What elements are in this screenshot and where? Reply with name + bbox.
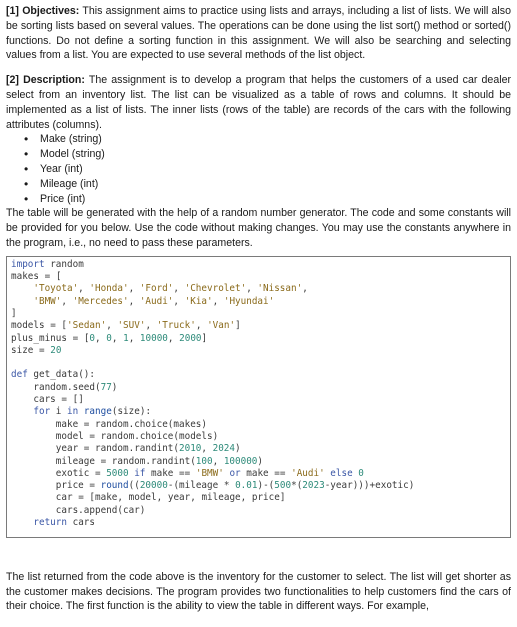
code-line: exotic = 5000 if make == 'BMW' or make == 'Audi' else 0	[55, 467, 364, 479]
code-line: model = random.choice(models)	[55, 430, 219, 442]
description-heading: [2] Description:	[6, 74, 85, 87]
attribute-item: • Price (int)	[40, 192, 511, 207]
code-line: plus_minus = [0, 0, 1, 10000, 2000]	[11, 332, 208, 344]
code-line: import random	[11, 258, 84, 270]
code-line: mileage = random.randint(100, 100000)	[55, 455, 264, 467]
description-text: The assignment is to develop a program that helps the customers of a used car dealer select from an inventory list. The list can be visualized as a table of rows and columns. It should be implemented as a list of lists. The inner lists (rows of the table) are records of the cars with the following attributes (columns).	[6, 74, 511, 131]
code-line: price = round((20000-(mileage * 0.01)-(500*(2023-year)))+exotic)	[55, 480, 415, 492]
code-line: def get_data():	[11, 369, 96, 381]
code-line: size = 20	[11, 344, 62, 356]
generator-paragraph: The table will be generated with the help of a random number generator. The code and some constants will be provided for you below. Use the code without making changes. You may use the constants anywhere in the program, i.e., no need to pass these parameters.	[6, 207, 511, 249]
code-line: cars.append(car)	[55, 504, 146, 516]
code-line: 'BMW', 'Mercedes', 'Audi', 'Kia', 'Hyundai'	[33, 295, 275, 307]
attribute-item: • Year (int)	[40, 162, 511, 177]
code-line: year = random.randint(2010, 2024)	[55, 443, 241, 455]
objectives-text: This assignment aims to practice using lists and arrays, including a list of lists. We will also be sorting lists based on several values. The operations can be done using the list sort() method or sorted() functions. Do not define a sorting function in this assignment. We will also be searching and selecting values from a list. You are expected to use several methods of the list object.	[6, 5, 511, 62]
code-line: models = ['Sedan', 'SUV', 'Truck', 'Van']	[11, 320, 241, 332]
code-line: return cars	[33, 516, 95, 528]
attribute-item: • Mileage (int)	[40, 177, 511, 192]
code-line: for i in range(size):	[33, 406, 152, 418]
attribute-list	[6, 132, 511, 206]
objectives-heading: [1] Objectives:	[6, 5, 80, 17]
description-paragraph	[6, 73, 511, 132]
code-line	[11, 357, 506, 369]
code-line: random.seed(77)	[33, 381, 118, 393]
code-line: car = [make, model, year, mileage, price]	[55, 492, 286, 504]
code-line: 'Toyota', 'Honda', 'Ford', 'Chevrolet', 'Nissan',	[33, 283, 308, 295]
code-line: ]	[11, 307, 17, 319]
code-line: make = random.choice(makes)	[55, 418, 208, 430]
objectives-paragraph	[6, 4, 511, 63]
closing-paragraph: The list returned from the code above is the inventory for the customer to select. The list will get shorter as the customer makes decisions. The program provides two functionalities to help customers find the cars of their choice. The first function is the ability to view the table in different ways. For example,	[6, 570, 511, 613]
code-line: cars = []	[33, 394, 84, 406]
attribute-item: • Make (string)	[40, 132, 511, 147]
attribute-item: • Model (string)	[40, 147, 511, 162]
code-block	[6, 256, 511, 538]
code-line: makes = [	[11, 271, 62, 283]
